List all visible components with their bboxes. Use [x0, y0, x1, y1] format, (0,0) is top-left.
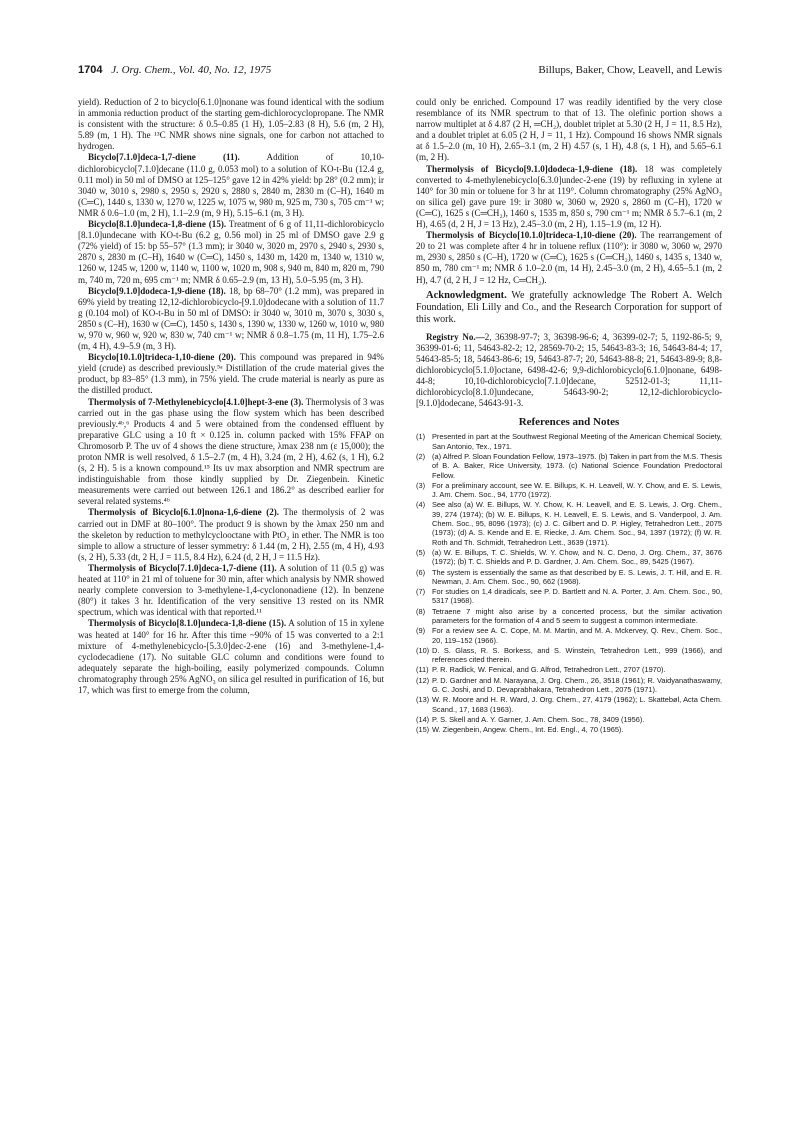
- reference-number: (13): [416, 695, 430, 705]
- reference-text: For a preliminary account, see W. E. Billups, K. H. Leavell, W. Y. Chow, and E. S. Lewis, J. Am. Chem. Soc., 94, 1770 (1972).: [432, 480, 722, 500]
- paragraph-title: Thermolysis of Bicyclo[6.1.0]nona-1,6-diene (2).: [88, 507, 280, 518]
- reference-text: Presented in part at the Southwest Regional Meeting of the American Chemical Society, San Antonio, Tex., 1971.: [432, 432, 722, 451]
- reference-item: [416, 432, 722, 451]
- left-column: [78, 97, 384, 696]
- reference-number: (14): [416, 714, 430, 724]
- references-heading: References and Notes: [518, 416, 620, 429]
- paragraph-body: A solution of 15 in xylene was heated at 140° for 16 hr. After this time ~90% of 15 was converted to a 2:1 mixture of 4-methylenebicyclo-[5.3.0]dec-2-ene (16) and 3-methylene-1,4-cyclodecadiene (17). No suitable GLC column and conditions were found to adequately separate the high-boiling, easily polymerized compounds. Column chromatography through 25% AgNO₃ on silica gel resulted in purification of 16, but 17, which was first to emerge from the column,: [78, 618, 385, 695]
- journal-citation: J. Org. Chem., Vol. 40, No. 12, 1975: [111, 64, 272, 76]
- reference-item: [416, 646, 722, 665]
- registry-label: Registry No.—: [426, 331, 485, 342]
- paragraph-title: Thermolysis of 7-Methylenebicyclo[4.1.0]hept-3-ene (3).: [88, 396, 304, 407]
- reference-number: (1): [416, 432, 426, 442]
- reference-item: [416, 500, 722, 546]
- paragraph-body: This compound was prepared in 94% yield (crude) as described previously.⁵ᵃ Distillation of the crude material gives the product, bp 83–85° (1.3 mm), in 75% yield. The crude material is nearly as pure as the distilled product.: [78, 352, 384, 396]
- reference-item: [416, 607, 722, 626]
- reference-item: [416, 452, 722, 480]
- reference-text: P. R. Radlick, W. Fenical, and G. Alfrod, Tetrahedron Lett., 2707 (1970).: [432, 665, 666, 675]
- paragraph: [78, 286, 384, 353]
- reference-text: For a review see A. C. Cope, M. M. Martin, and M. A. Mckervey, Q. Rev., Chem. Soc., 20, 119–152 (1966).: [432, 626, 722, 645]
- reference-number: (3): [416, 480, 426, 490]
- references-list: [416, 432, 722, 734]
- paragraph: [78, 352, 384, 396]
- reference-number: (4): [416, 500, 426, 510]
- reference-item: [416, 626, 722, 645]
- reference-text: See also (a) W. E. Billups, W. Y. Chow, K. H. Leavell, and E. S. Lewis, J. Org. Chem., 39, 274 (1974); (b) W. E. Billups, K. H. Leavell, E. S. Lewis, and S. Vanderpool, J. Am. Chem. Soc., 95, 8096 (1973); (c) J. C. Gilbert and D. P. Higley, Tetrahedron Lett., 2075 (1973); (d) A. S. Kende and E. E. Riecke, J. Am. Chem. Soc., 94, 1397 (1972); (f) W. R. Roth and Th. Schmidt, Tetrahedron Lett., 3639 (1971).: [432, 500, 722, 547]
- reference-item: [416, 548, 722, 567]
- reference-number: (5): [416, 547, 426, 557]
- acknowledgment-body: We gratefully acknowledge The Robert A. Welch Foundation, Eli Lilly and Co., and the Research Corporation for support of this work.: [416, 289, 722, 325]
- paragraph-continuation: yield). Reduction of 2 to bicyclo[6.1.0]nonane was found identical with the sodium in ammonia reduction product of the starting gem-dichlorocyclopropane. The NMR is consistent with the structure: δ 0.5–0.85 (1 H), 1.05–2.83 (8 H), 5.6 (m, 2 H), 5.89 (m, 1 H). The ¹³C NMR shows nine signals, one for carbon not attached to hydrogen.: [78, 97, 384, 152]
- reference-text: (a) Alfred P. Sloan Foundation Fellow, 1973–1975. (b) Taken in part from the M.S. Thesis of B. A. Baker, Rice University, 1973. (c) National Science Foundation Predoctoral Fellow.: [432, 451, 722, 480]
- reference-text: The system is essentially the same as that described by E. S. Lewis, J. T. Hill, and E. R. Newman, J. Am. Chem. Soc., 90, 662 (1968).: [432, 567, 722, 586]
- paragraph-title: Bicyclo[10.1.0]trideca-1,10-diene (20).: [88, 352, 236, 363]
- paragraph-body: 18 was completely converted to 4-methylenebicyclo[6.3.0]undec-2-ene (19) by refluxing in xylene at 140° for 30 min or toluene for 3 hr at 119°. Column chromatography (25% AgNO₃ on silica gel) gave pure 19: ir 3080 w, 3060 w, 2920 s, 2860 m (C–H), 1720 w (C═C), 1625 s (C═CH₂), 1460 s, 1535 m, 850 s, 790 cm⁻¹ m; NMR δ 5.7–6.1 (m, 2 H), 4.65 (d, 2 H, J = 13 Hz), 2.45–3.0 (m, 2 H), 1.15–1.9 (m, 12 H).: [416, 163, 723, 230]
- reference-text: D. S. Glass, R. S. Borkess, and S. Winstein, Tetrahedron Lett., 999 (1966), and references cited therein.: [432, 645, 722, 665]
- paragraph-title: Thermolysis of Bicyclo[8.1.0]undeca-1,8-diene (15).: [88, 618, 287, 629]
- reference-item: [416, 665, 722, 674]
- right-column: [416, 97, 722, 736]
- reference-number: (12): [416, 675, 430, 685]
- reference-number: (11): [416, 665, 429, 675]
- page-number: 1704: [78, 64, 103, 76]
- reference-text: P. S. Skell and A. Y. Garner, J. Am. Chem. Soc., 78, 3409 (1956).: [432, 714, 645, 724]
- paragraph-body: The rearrangement of 20 to 21 was complete after 4 hr in toluene reflux (110°): ir 3080 w, 3060 w, 2970 m, 2930 s, 2850 s (C–H), 1720 w (C═C), 1625 s (C═CH₂), 1460 s, 1435 s, 1340 w, 850 m, 780 cm⁻¹ m; NMR δ 1.0–2.0 (m, 14 H), 2.45–3.0 (m, 2 H), 4.65–5.1 (m, 2 H), 4.7 (d, 2 H, J = 12 Hz, C═CH₂).: [416, 230, 722, 285]
- header-left: [78, 64, 271, 76]
- paragraph-title: Bicyclo[7.1.0]deca-1,7-diene (11).: [88, 152, 240, 163]
- reference-number: (10): [416, 645, 430, 655]
- paragraph: [78, 618, 384, 696]
- paragraph: [78, 219, 384, 286]
- reference-item: [416, 568, 722, 587]
- paragraph: [416, 164, 722, 231]
- reference-item: [416, 481, 722, 500]
- paragraph: [78, 507, 384, 562]
- reference-number: (15): [416, 725, 430, 735]
- reference-item: [416, 715, 722, 724]
- paragraph-title: Bicyclo[9.1.0]dodeca-1,9-diene (18).: [88, 285, 226, 296]
- acknowledgment-title: Acknowledgment.: [426, 289, 507, 301]
- reference-number: (9): [416, 626, 426, 636]
- paragraph-continuation: could only be enriched. Compound 17 was readily identified by the very close resemblance of its NMR spectrum to that of 13. The olefinic portion shows a narrow multiplet at δ 4.87 (2 H, ═CH₂), doublet triplet at 5.30 (2 H, J = 11, 8.5 Hz), and a doublet triplet at 6.05 (2 H, J = 11, 1 Hz). Compound 16 shows NMR signals at δ 1.5–2.0 (m, 10 H), 2.65–3.1 (m, 2 H) 4.57 (s, 1 H), 4.8 (s, 1 H), and 5.65–6.1 (m, 2 H).: [416, 97, 722, 163]
- registry-numbers: [416, 332, 722, 410]
- reference-number: (2): [416, 451, 426, 461]
- paragraph-body: 18, bp 68–70° (1.2 mm), was prepared in 69% yield by treating 12,12-dichlorobicyclo-[9.1.0]dodecane with a solution of 11.7 g (0.104 mol) of KO-t-Bu in 50 ml of DMSO: ir 3040 w, 3010 m, 3070 s, 3030 s, 2850 s (C–H), 1630 w (C═C), 1450 s, 1430 s, 1390 w, 1330 w, 1260 w, 1010 w, 980 w, 970 w, 960 w, 920 w, 830 w, 740 cm⁻¹ w; NMR δ 0.8–1.75 (m, 11 H), 1.75–2.6 (m, 4 H), 4.9–5.9 (m, 3 H).: [78, 285, 385, 352]
- paragraph-title: Thermolysis of Bicyclo[9.1.0]dodeca-1,9-diene (18).: [426, 163, 638, 174]
- registry-body: 2, 36398-97-7; 3, 36398-96-6; 4, 36399-02-7; 5, 1192-86-5; 9, 36399-01-6; 11, 54643-82-2; 12, 28569-70-2; 15, 54643-83-3; 16, 54643-84-4; 17, 54643-85-5; 18, 54643-86-6; 19, 54643-87-7; 20, 54643-88-8; 21, 54643-89-9; 8,8-dichlorobicyclo[5.1.0]octane, 6498-42-6; 9,9-dichlorobicyclo[6.1.0]nonane, 6498-44-8; 10,10-dichlorobicyclo[7.1.0]decane, 52512-01-3; 11,11-dichlorobicyclo[8.1.0]undecane, 54643-90-2; 12,12-dichlorobicyclo-[9.1.0]dodecane, 54643-91-3.: [416, 331, 722, 409]
- reference-text: W. R. Moore and H. R. Ward, J. Org. Chem., 27, 4179 (1962); L. Skattebøl, Acta Chem. Scand., 17, 1683 (1963).: [432, 695, 722, 714]
- reference-text: (a) W. E. Billups, T. C. Shields, W. Y. Chow, and N. C. Deno, J. Org. Chem., 37, 3676 (1972); (b) T. C. Shields and P. D. Gardner, J. Am. Chem. Soc., 89, 5425 (1967).: [432, 547, 722, 567]
- reference-item: [416, 587, 722, 606]
- paragraph: [416, 230, 722, 285]
- reference-text: W. Ziegenbein, Angew. Chem., Int. Ed. Engl., 4, 70 (1965).: [432, 725, 624, 735]
- paragraph: [78, 397, 384, 508]
- reference-number: (6): [416, 567, 426, 577]
- reference-item: [416, 725, 722, 734]
- header-authors: Billups, Baker, Chow, Leavell, and Lewis: [538, 64, 722, 76]
- paragraph-body: Addition of 10,10-dichlorobicyclo[7.1.0]decane (11.0 g, 0.053 mol) to a solution of KO-t-Bu (12.4 g, 0.11 mol) in 50 ml of DMSO at 125–125° gave 12 in 42% yield: bp 28° (0.2 mm); ir 3040 w, 3010 s, 2980 s, 2950 s, 2920 s, 2880 s, 2840 m, 2830 m (C–H), 1640 m (C═C), 1440 s, 1330 w, 1270 w, 1225 w, 1075 w, 980 m, 925 m, 730 s, 705 cm⁻¹ w; NMR δ 0.6–1.0 (m, 2 H), 1.1–2.9 (m, 9 H), 5.15–6.1 (m, 3 H).: [78, 152, 384, 218]
- reference-text: Tetraene 7 might also arise by a concerted process, but the similar activation parameters for the formation of 4 and 5 seem to suggest a common intermediate.: [432, 606, 722, 625]
- paragraph-title: Thermolysis of Bicyclo[10.1.0]trideca-1,10-diene (20).: [426, 230, 637, 241]
- running-header: [78, 64, 722, 82]
- reference-text: P. D. Gardner and M. Narayana, J. Org. Chem., 26, 3518 (1961); R. Vaidyanathaswamy, G. C. Joshi, and D. Devaprabhakara, Tetrahedron Lett., 2075 (1971).: [432, 675, 722, 695]
- paragraph-title: Thermolysis of Bicyclo[7.1.0]deca-1,7-diene (11).: [88, 562, 277, 573]
- reference-text: For studies on 1,4 diradicals, see P. D. Bartlett and N. A. Porter, J. Am. Chem. Soc., 90, 5317 (1968).: [432, 587, 722, 606]
- acknowledgment: [416, 290, 722, 326]
- paragraph: [78, 152, 384, 219]
- paragraph-title: Bicyclo[8.1.0]undeca-1,8-diene (15).: [88, 219, 227, 230]
- reference-item: [416, 695, 722, 714]
- paragraph-body: The thermolysis of 2 was carried out in DMF at 80–100°. The product 9 is shown by the λmax 250 nm and the skeleton by reduction to methylcyclooctane with PtO₂ in ether. The NMR is too simple to allow a structure of lesser symmetry: δ 1.44 (m, 2 H), 2.55 (m, 4 H), 4.93 (s, 2 H), 5.33 (dt, 2 H, J = 11.5, 8.4 Hz), 6.24 (d, 2 H, J = 11.5 Hz).: [78, 507, 384, 562]
- paragraph-body: A solution of 11 (0.5 g) was heated at 110° in 21 ml of toluene for 30 min, after which analysis by NMR showed nearly complete conversion to 3-methylene-1,4-cyclononadiene (12). In benzene (80°) it takes 3 hr. Identification of the very sensitive 13 rested on its NMR spectrum, which was identical with that reported.¹¹: [78, 562, 384, 618]
- paragraph-body: Thermolysis of 3 was carried out in the gas phase using the flow system which has been described previously.⁴ᵇ,⁶ Products 4 and 5 were obtained from the condensed effluent by preparative GLC using a 10 ft × 0.125 in. column packed with 15% FFAP on Chromosorb P. The uv of 4 shows the diene structure, λmax 238 nm (ε 15,000); the proton NMR is well resolved, δ 1.5–2.7 (m, 4 H), 3.24 (m, 2 H), 4.62 (s, 1 H), 6.2 (s, 2 H). 5 is a known compound.¹⁵ Its uv max absorption and NMR spectrum are indistinguishable from those kindly supplied by Dr. Ziegenbein. Kinetic measurements were carried out between 126.1 and 186.2° as described earlier for several related systems.⁴ᵇ: [78, 396, 384, 507]
- paragraph: [78, 563, 384, 618]
- paragraph-body: Treatment of 6 g of 11,11-dichlorobicyclo [8.1.0]undecane with KO-t-Bu (6.2 g, 0.56 mol) in 25 ml of DMSO gave 2.9 g (72% yield) of 15: bp 55–57° (1.3 mm); ir 3040 w, 3020 m, 2970 s, 2940 s, 2930 s, 2870 s, 2830 m (C–H), 1640 w (C═C), 1450 s, 1430 m, 1420 m, 1340 w, 1310 w, 1260 w, 1245 w, 1200 w, 1140 w, 1100 w, 1020 m, 908 s, 940 m, 840 m, 820 m, 790 m, 740 m, 720 m, 695 cm⁻¹ m; NMR δ 0.65–2.9 (m, 13 H), 5.0–5.95 (m, 3 H).: [78, 219, 384, 285]
- reference-number: (8): [416, 606, 426, 616]
- reference-item: [416, 676, 722, 695]
- reference-number: (7): [416, 587, 426, 597]
